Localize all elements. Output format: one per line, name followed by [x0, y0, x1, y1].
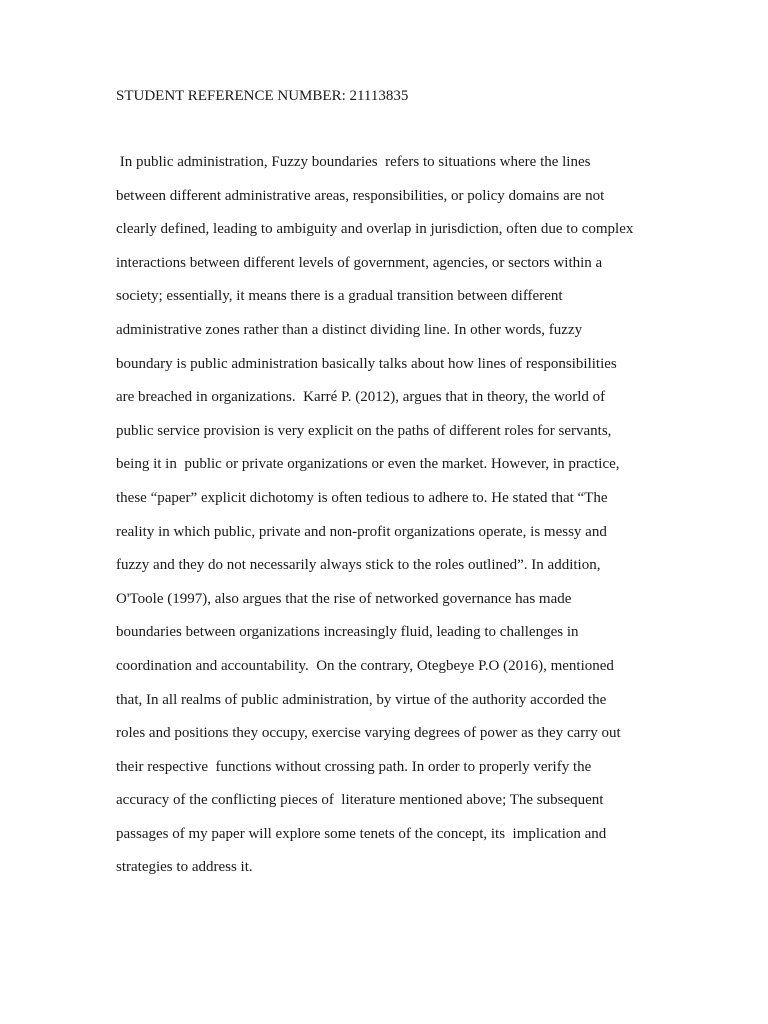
paragraph-line: passages of my paper will explore some tenets of the concept, its implication and [116, 825, 607, 842]
paragraph-line: boundaries between organizations increasingly fluid, leading to challenges in [116, 624, 579, 641]
paragraph-line: boundary is public administration basically talks about how lines of responsibilities [116, 355, 617, 372]
paragraph-line: O'Toole (1997), also argues that the rise of networked governance has made [116, 590, 572, 607]
paragraph-line: between different administrative areas, responsibilities, or policy domains are not [116, 187, 605, 204]
paragraph-line: that, In all realms of public administration, by virtue of the authority accorded the [116, 691, 607, 708]
paragraph-line: interactions between different levels of government, agencies, or sectors within a [116, 254, 603, 271]
student-reference-number: STUDENT REFERENCE NUMBER: 21113835 [116, 88, 409, 104]
paragraph-line: fuzzy and they do not necessarily always stick to the roles outlined”. In addition, [116, 557, 601, 574]
paragraph-line: administrative zones rather than a distinct dividing line. In other words, fuzzy [116, 321, 583, 338]
paragraph-line: society; essentially, it means there is a gradual transition between different [116, 288, 563, 305]
paragraph-line: strategies to address it. [116, 859, 253, 876]
body-paragraph [116, 152, 676, 891]
paragraph-line: reality in which public, private and non-profit organizations operate, is messy and [116, 523, 607, 540]
paragraph-line: public service provision is very explicit on the paths of different roles for servants, [116, 422, 612, 439]
paragraph-line: coordination and accountability. On the contrary, Otegbeye P.O (2016), mentioned [116, 657, 614, 674]
paragraph-line: In public administration, Fuzzy boundaries refers to situations where the lines [116, 154, 591, 170]
paragraph-line: roles and positions they occupy, exercise varying degrees of power as they carry out [116, 725, 621, 742]
paragraph-line: clearly defined, leading to ambiguity and overlap in jurisdiction, often due to complex [116, 221, 634, 238]
paragraph-line: are breached in organizations. Karré P. (2012), argues that in theory, the world of [116, 389, 606, 406]
paragraph-line: their respective functions without crossing path. In order to properly verify the [116, 758, 592, 775]
paragraph-line: being it in public or private organizations or even the market. However, in practice, [116, 456, 620, 473]
paragraph-line: these “paper” explicit dichotomy is often tedious to adhere to. He stated that “The [116, 489, 608, 506]
paragraph-line: accuracy of the conflicting pieces of literature mentioned above; The subsequent [116, 792, 604, 809]
